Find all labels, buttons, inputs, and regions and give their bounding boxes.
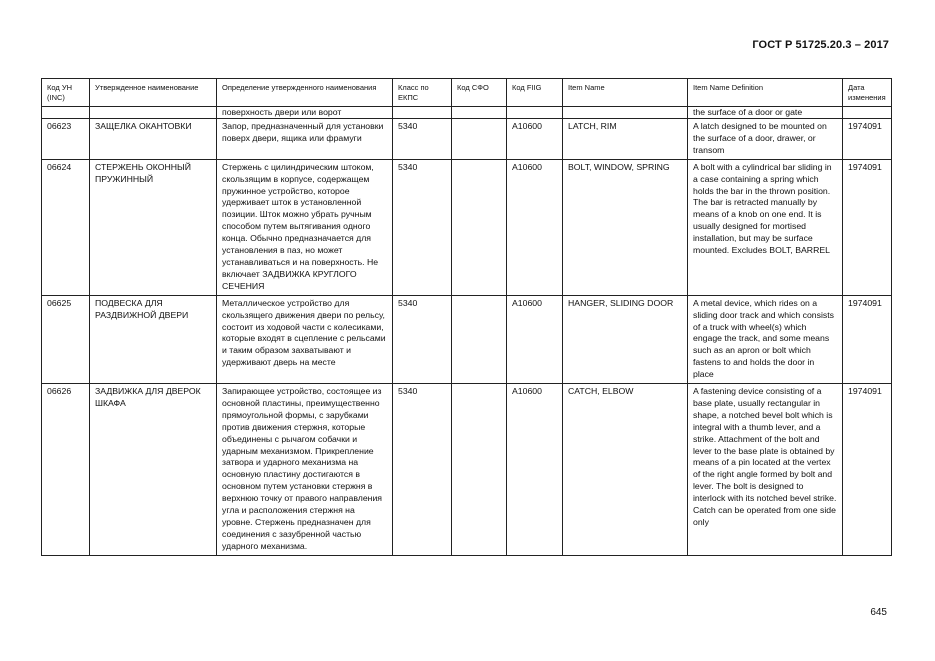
cell-def-ru: Стержень с цилиндрическим штоком, скользящим в корпусе, содержащем пружинное устройство, которое удерживает шток в установленной позиции. Шток можно убрать ручным способом путем вытягивания одного конца. Обычно предназначается для установления в паз, но может устанавливаться и на поверхность. Не включает ЗАДВИЖКА КРУГЛОГО СЕЧЕНИЯ bbox=[217, 159, 393, 295]
table-row bbox=[42, 295, 892, 383]
col-header-inc: Код УН (INC) bbox=[42, 79, 90, 107]
page-number: 645 bbox=[870, 607, 887, 618]
cell-name-ru: ПОДВЕСКА ДЛЯ РАЗДВИЖНОЙ ДВЕРИ bbox=[90, 295, 217, 383]
cell-inc: 06623 bbox=[42, 119, 90, 160]
cell-name-en: CATCH, ELBOW bbox=[563, 384, 688, 556]
continuation-def-ru: поверхность двери или ворот bbox=[217, 107, 393, 119]
cell-name-en: LATCH, RIM bbox=[563, 119, 688, 160]
cell-class: 5340 bbox=[393, 384, 452, 556]
cell-date: 1974091 bbox=[843, 159, 892, 295]
cell-def-en: A metal device, which rides on a sliding door track and which consists of a truck with wheel(s) which engage the track, and some means such as an apron or bolt which fastens to and holds the door in place bbox=[688, 295, 843, 383]
cell-sfo bbox=[452, 159, 507, 295]
col-header-sfo: Код СФО bbox=[452, 79, 507, 107]
col-header-fiig: Код FIIG bbox=[507, 79, 563, 107]
cell-def-ru: Металлическое устройство для скользящего движения двери по рельсу, состоит из ходовой части с колесиками, которые входят в сцепление с рельсами и таким образом захватывают и удерживают дверь на месте bbox=[217, 295, 393, 383]
cell-def-ru: Запор, предназначенный для установки поверх двери, ящика или фрамуги bbox=[217, 119, 393, 160]
cell-sfo bbox=[452, 119, 507, 160]
continuation-def-en: the surface of a door or gate bbox=[688, 107, 843, 119]
cell-def-ru: Запирающее устройство, состоящее из основной пластины, преимущественно прямоугольной формы, с зарубками против движения стержня, которые объединены с рычагом собачки и ударным механизмом. Прикрепление затвора и ударного механизма на основную пластину достигаются в основном путем установки стержня в верхнюю точку от правого направления угла и расположения стержня на уровне. Стержень предназначен для соединения с зазубренной частью ударного механизма. bbox=[217, 384, 393, 556]
continuation-row bbox=[42, 107, 892, 119]
cell-inc: 06626 bbox=[42, 384, 90, 556]
cell-def-en: A fastening device consisting of a base plate, usually rectangular in shape, a notched bevel bolt which is integral with a thumb lever, and a strike. Attachment of the bolt and lever to the base plate is obtained by means of a pin located at the vertex of the right angle formed by bolt and lever. The bolt is designed to interlock with its notched bevel strike. Catch can be operated from one side only bbox=[688, 384, 843, 556]
cell-sfo bbox=[452, 384, 507, 556]
cell-name-ru: ЗАДВИЖКА ДЛЯ ДВЕРОК ШКАФА bbox=[90, 384, 217, 556]
cell-name-en: HANGER, SLIDING DOOR bbox=[563, 295, 688, 383]
cell-name-ru: СТЕРЖЕНЬ ОКОННЫЙ ПРУЖИННЫЙ bbox=[90, 159, 217, 295]
cell-def-en: A latch designed to be mounted on the surface of a door, drawer, or transom bbox=[688, 119, 843, 160]
cell-def-en: A bolt with a cylindrical bar sliding in a case containing a spring which holds the bar in the thrown position. The bar is retracted manually by means of a knob on one end. It is usually designed for mortised installation, but may be surface mounted. Excludes BOLT, BARREL bbox=[688, 159, 843, 295]
table-header-row bbox=[42, 79, 892, 107]
cell-date: 1974091 bbox=[843, 384, 892, 556]
cell-inc: 06625 bbox=[42, 295, 90, 383]
cell-date: 1974091 bbox=[843, 295, 892, 383]
col-header-class: Класс по ЕКПС bbox=[393, 79, 452, 107]
cell-fiig: A10600 bbox=[507, 159, 563, 295]
cell-class: 5340 bbox=[393, 119, 452, 160]
col-header-item-def: Item Name Definition bbox=[688, 79, 843, 107]
cell-name-ru: ЗАЩЕЛКА ОКАНТОВКИ bbox=[90, 119, 217, 160]
cell-date: 1974091 bbox=[843, 119, 892, 160]
col-header-name-ru: Утвержденное наименование bbox=[90, 79, 217, 107]
table-row bbox=[42, 159, 892, 295]
cell-class: 5340 bbox=[393, 159, 452, 295]
table-row bbox=[42, 384, 892, 556]
table-row bbox=[42, 119, 892, 160]
cell-sfo bbox=[452, 295, 507, 383]
cell-fiig: A10600 bbox=[507, 295, 563, 383]
cell-fiig: A10600 bbox=[507, 384, 563, 556]
col-header-date: Дата изменения bbox=[843, 79, 892, 107]
cell-name-en: BOLT, WINDOW, SPRING bbox=[563, 159, 688, 295]
cell-class: 5340 bbox=[393, 295, 452, 383]
col-header-def-ru: Определение утвержденного наименования bbox=[217, 79, 393, 107]
standard-title: ГОСТ Р 51725.20.3 – 2017 bbox=[752, 39, 889, 51]
cell-inc: 06624 bbox=[42, 159, 90, 295]
col-header-item-name: Item Name bbox=[563, 79, 688, 107]
classification-table bbox=[41, 78, 892, 556]
cell-fiig: A10600 bbox=[507, 119, 563, 160]
